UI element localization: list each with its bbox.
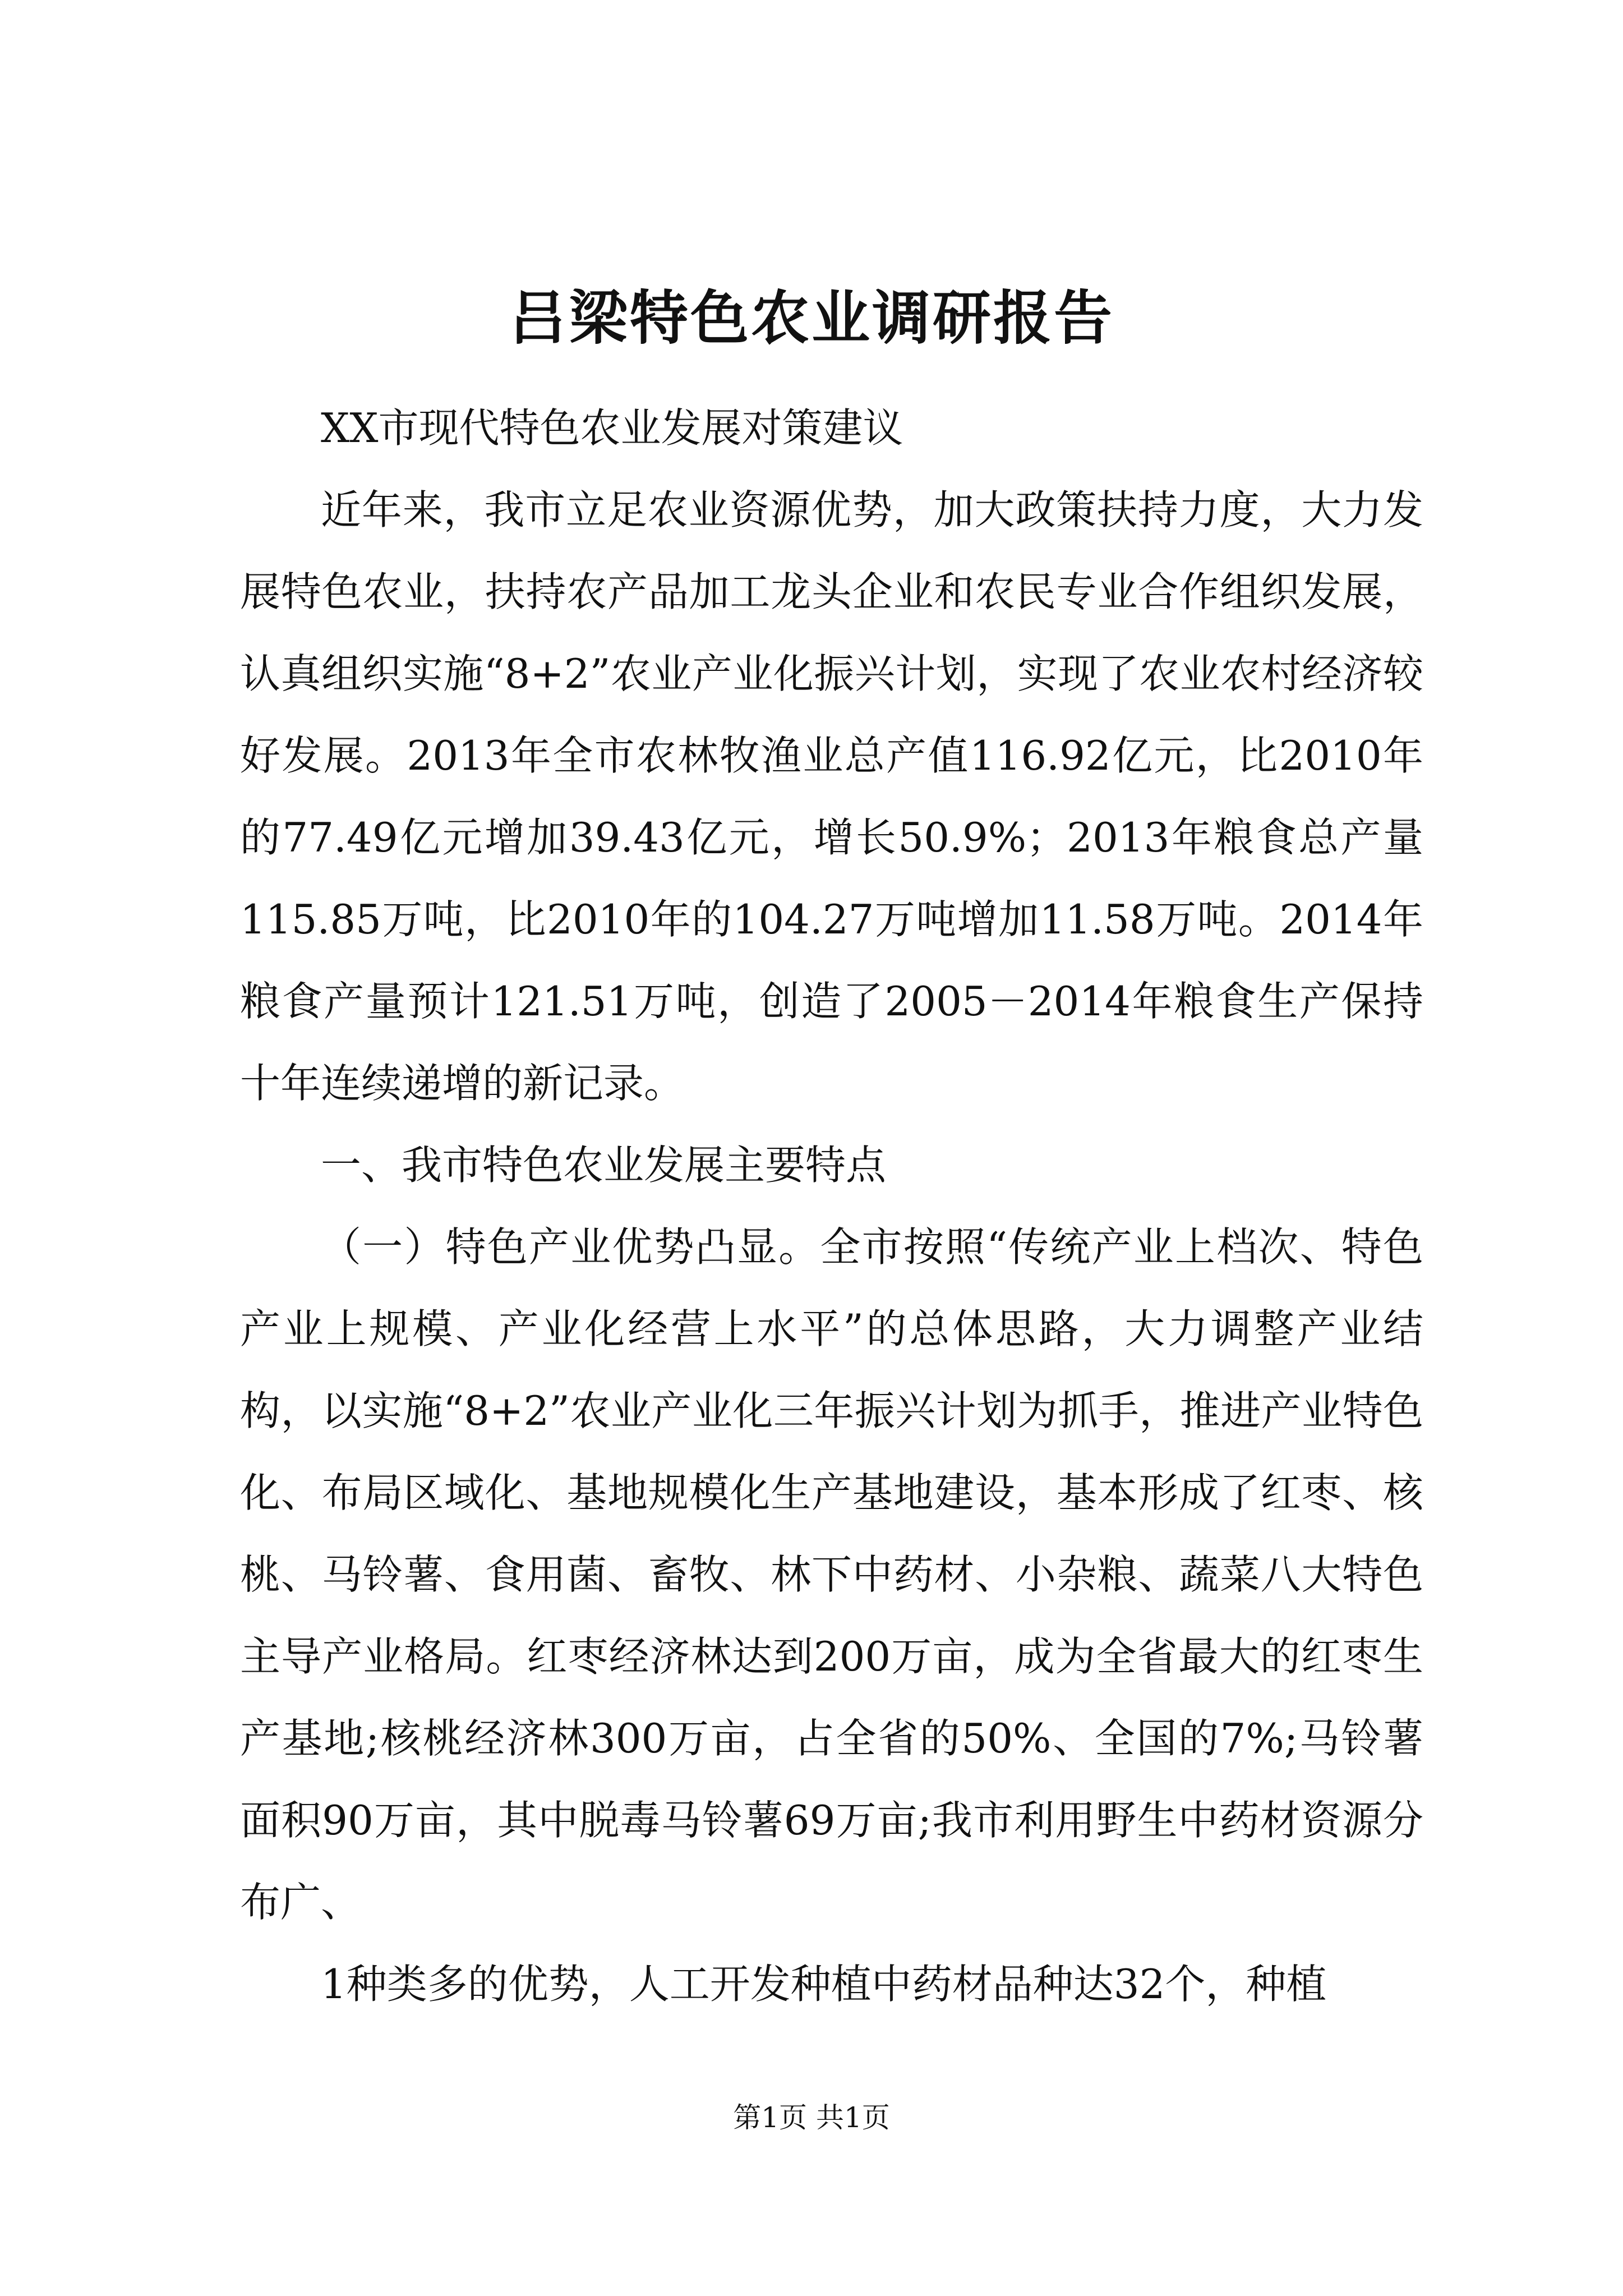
continuation-paragraph: 1种类多的优势，人工开发种植中药材品种达32个，种植: [321, 1961, 1327, 2008]
section-heading: 一、我市特色农业发展主要特点: [321, 1142, 887, 1189]
page-footer: 第1页 共1页: [733, 2101, 890, 2134]
intro-paragraph: 近年来，我市立足农业资源优势，加大政策扶持力度，大力发展特色农业，扶持农产品加工龙头企业和农民专业合作组织发展，认真组织实施“8+2”农业产业化振兴计划，实现了农业农村经济较好发展。2013年全市农林牧渔业总产值116.92亿元，比2010年的77.49亿元增加39.43亿元，增长50.9%；2013年粮食总产量115.85万吨，比2010年的104.27万吨增加11.58万吨。2014年粮食产量预计121.51万吨，创造了2005－2014年粮食生产保持十年连续递增的新记录。: [240, 486, 1423, 1107]
document-body: [240, 387, 1423, 2025]
subsection-paragraph: （一）特色产业优势凸显。全市按照“传统产业上档次、特色产业上规模、产业化经营上水平”的总体思路，大力调整产业结构，以实施“8+2”农业产业化三年振兴计划为抓手，推进产业特色化、布局区域化、基地规模化生产基地建设，基本形成了红枣、核桃、马铃薯、食用菌、畜牧、林下中药材、小杂粮、蔬菜八大特色主导产业格局。红枣经济林达到200万亩，成为全省最大的红枣生产基地;核桃经济林300万亩，占全省的50%、全国的7%;马铃薯面积90万亩，其中脱毒马铃薯69万亩;我市利用野生中药材资源分布广、: [240, 1223, 1423, 1926]
subtitle-paragraph: XX市现代特色农业发展对策建议: [321, 404, 903, 452]
document-title: 吕梁特色农业调研报告: [508, 283, 1114, 352]
